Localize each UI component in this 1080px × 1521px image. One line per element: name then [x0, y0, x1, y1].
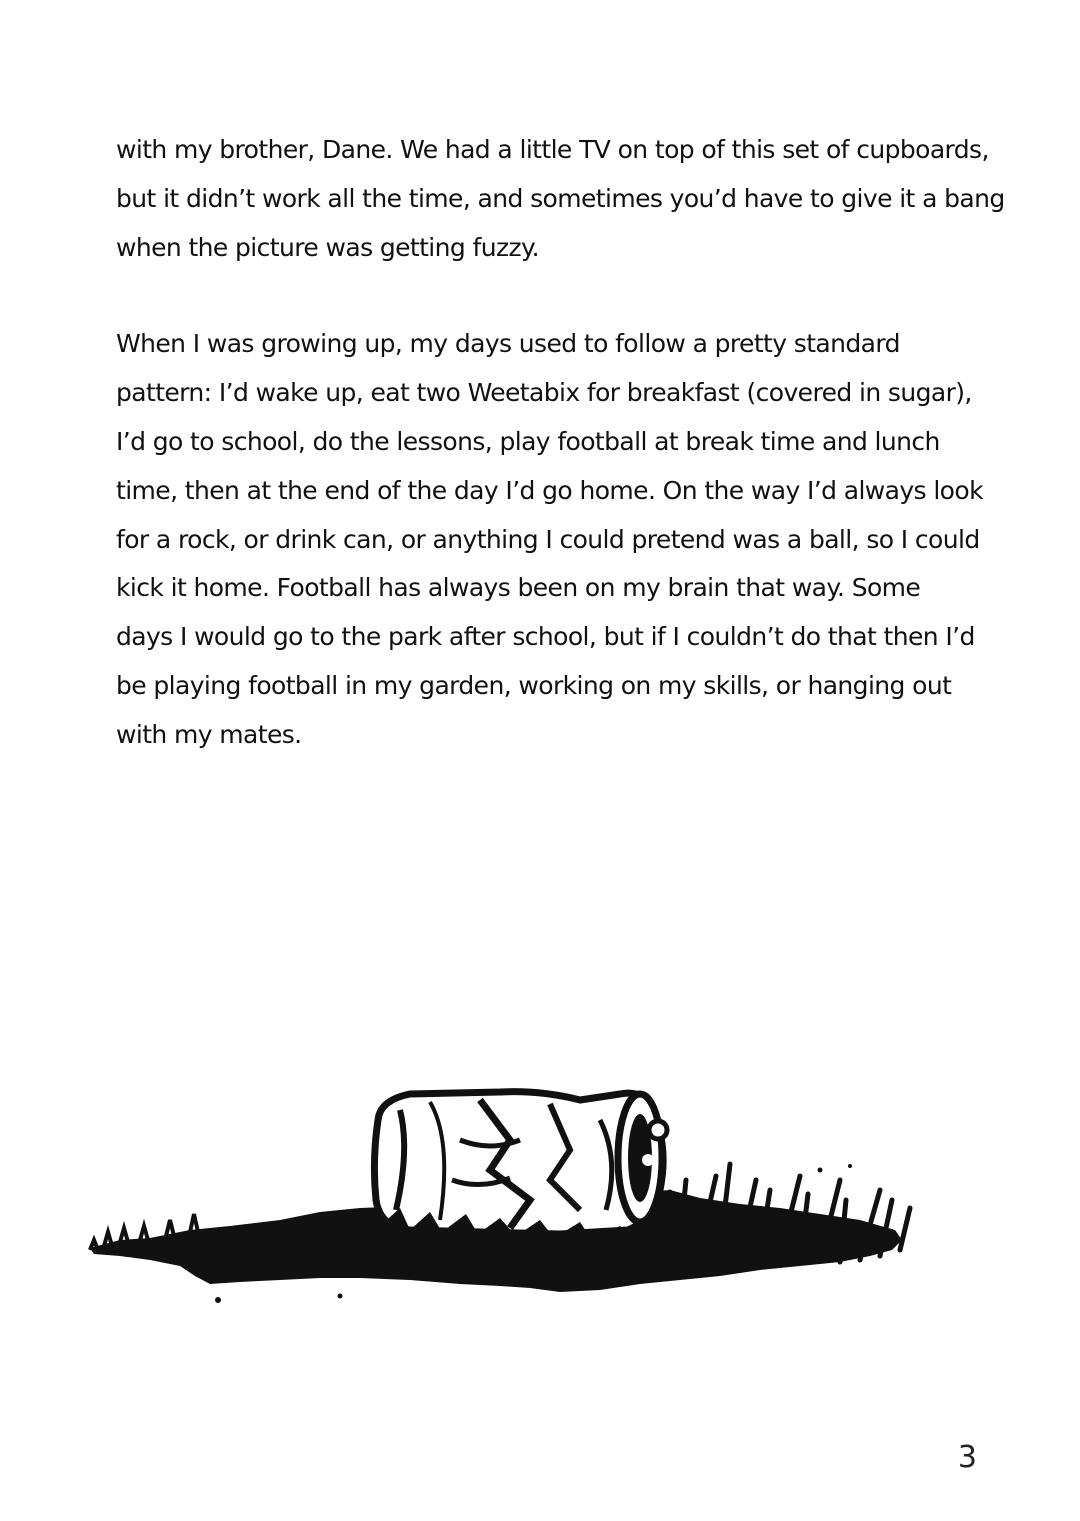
- text-line: but it didn’t work all the time, and sometimes you’d have to give it a bang: [116, 183, 1005, 213]
- text-line: be playing football in my garden, working on my skills, or hanging out: [116, 670, 952, 700]
- text-line: when the picture was getting fuzzy.: [116, 232, 539, 262]
- text-line: days I would go to the park after school, but if I couldn’t do that then I’d: [116, 622, 975, 652]
- text-line: When I was growing up, my days used to follow a pretty standard: [116, 329, 900, 359]
- text-line: kick it home. Football has always been on my brain that way. Some: [116, 573, 921, 603]
- text-line: I’d go to school, do the lessons, play football at break time and lunch: [116, 426, 940, 456]
- text-line: time, then at the end of the day I’d go home. On the way I’d always look: [116, 475, 983, 505]
- paragraph-1: [116, 126, 1005, 272]
- paragraph-2: [116, 320, 983, 759]
- crushed-can-in-grass-icon: [80, 1080, 920, 1320]
- page-number: 3: [957, 1440, 977, 1475]
- body-text: [116, 126, 1005, 760]
- text-line: with my brother, Dane. We had a little TV on top of this set of cupboards,: [116, 135, 989, 164]
- text-line: pattern: I’d wake up, eat two Weetabix for breakfast (covered in sugar),: [116, 378, 972, 408]
- text-line: with my mates.: [116, 719, 302, 749]
- text-line: for a rock, or drink can, or anything I could pretend was a ball, so I could: [116, 524, 980, 554]
